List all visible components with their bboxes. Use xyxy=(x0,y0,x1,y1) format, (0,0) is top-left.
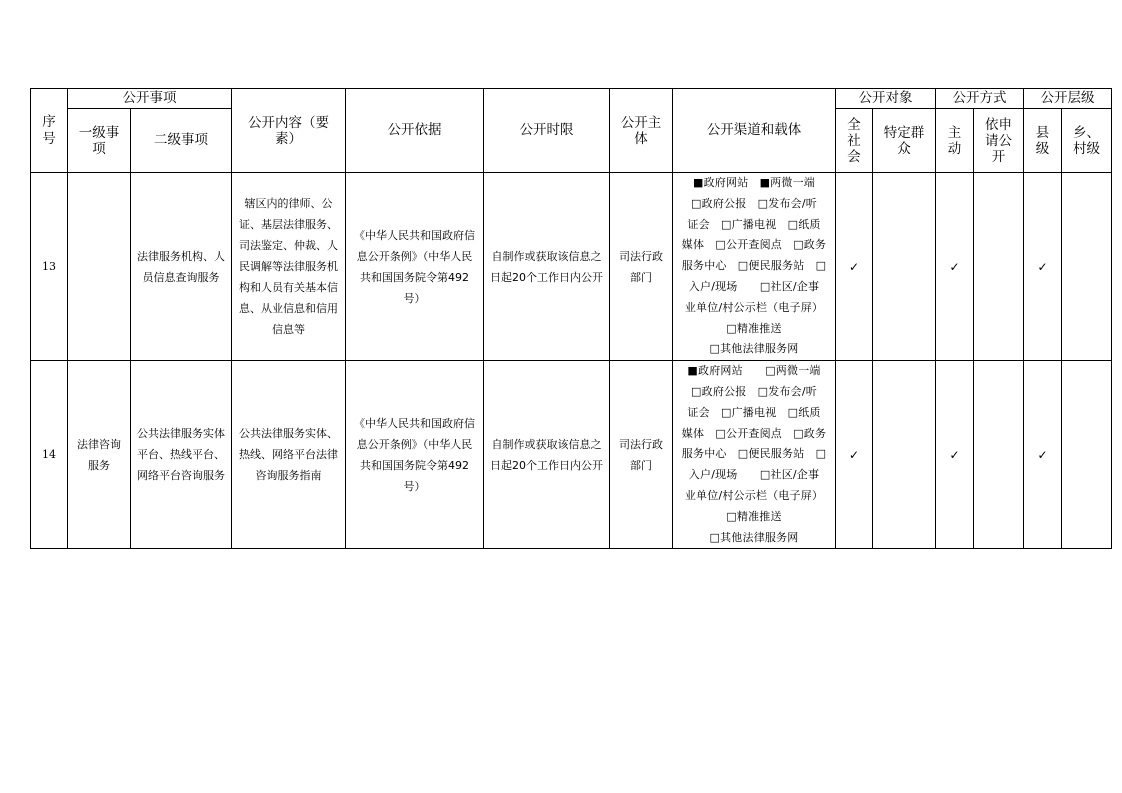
channel-line: 业单位/村公示栏（电子屏） xyxy=(684,488,824,502)
check-level-village xyxy=(1062,361,1112,549)
channel-line: □精准推送 xyxy=(726,321,782,335)
row-timelimit-text: 自制作或获取该信息之日起20个工作日内公开 xyxy=(490,249,603,284)
header-level-village-label: 乡、村级 xyxy=(1073,124,1100,157)
channel-line: □政府公报 □发布会/听 xyxy=(691,384,817,398)
row-content xyxy=(232,361,346,549)
row-basis-text: 《中华人民共和国政府信息公开条例》（中华人民共和国国务院令第492号） xyxy=(354,228,475,305)
check-level-county: ✓ xyxy=(1024,173,1062,361)
header-timelimit: 公开时限 xyxy=(484,89,610,173)
check-method-request xyxy=(974,173,1024,361)
header-subject-label: 公开主体 xyxy=(620,114,662,147)
channel-line: 服务中心 □便民服务站 □ xyxy=(681,259,827,273)
header-method-request xyxy=(974,109,1024,173)
row-timelimit-text: 自制作或获取该信息之日起20个工作日内公开 xyxy=(490,437,603,472)
row-subject-text: 司法行政部门 xyxy=(619,249,663,284)
row-timelimit xyxy=(484,173,610,361)
row-level2 xyxy=(131,173,232,361)
header-channels: 公开渠道和载体 xyxy=(673,89,836,173)
channel-line: 入户/现场 □社区/企事 xyxy=(688,468,820,482)
header-level1 xyxy=(68,109,131,173)
channel-line: 服务中心 □便民服务站 □ xyxy=(681,447,827,461)
header-audience-group: 公开对象 xyxy=(836,89,936,109)
row-subject xyxy=(610,173,673,361)
check-level-county: ✓ xyxy=(1024,361,1062,549)
row-level2-text: 法律服务机构、人员信息查询服务 xyxy=(137,249,225,284)
header-audience-specific-label: 特定群众 xyxy=(883,124,925,157)
header-audience-all-label: 全社会 xyxy=(847,116,861,165)
header-seq xyxy=(31,89,68,173)
check-audience-specific xyxy=(873,361,936,549)
header-level-county-label: 县级 xyxy=(1035,124,1050,157)
row-content-text: 辖区内的律师、公证、基层法律服务、司法鉴定、仲裁、人民调解等法律服务机构和人员有关基本信息、从业信息和信用信息等 xyxy=(239,197,338,337)
check-method-request xyxy=(974,361,1024,549)
check-audience-all: ✓ xyxy=(836,173,873,361)
channel-line: 媒体 □公开查阅点 □政务 xyxy=(681,426,827,440)
table-row xyxy=(31,361,1112,549)
row-level1 xyxy=(68,173,131,361)
channel-line: ■政府网站 ■两微一端 xyxy=(693,176,815,189)
check-level-village xyxy=(1062,173,1112,361)
header-seq-label: 序号 xyxy=(42,113,56,147)
table-row xyxy=(31,173,1112,361)
row-level2 xyxy=(131,361,232,549)
check-audience-specific xyxy=(873,173,936,361)
header-audience-all xyxy=(836,109,873,173)
header-audience-specific xyxy=(873,109,936,173)
header-level1-label: 一级事项 xyxy=(78,124,120,157)
header-method-active-label: 主动 xyxy=(947,124,962,157)
row-basis xyxy=(346,361,484,549)
header-level-village xyxy=(1062,109,1112,173)
channel-line: □精准推送 xyxy=(726,509,782,523)
channel-line: 证会 □广播电视 □纸质 xyxy=(687,405,821,419)
row-level1-text: 法律咨询服务 xyxy=(77,437,121,472)
row-content xyxy=(232,173,346,361)
row-timelimit xyxy=(484,361,610,549)
disclosure-table xyxy=(30,88,1112,549)
header-method-active xyxy=(936,109,974,173)
channel-line: □其他法律服务网 xyxy=(709,342,799,356)
header-subject xyxy=(610,89,673,173)
header-content xyxy=(232,89,346,173)
row-level1 xyxy=(68,361,131,549)
row-content-text: 公共法律服务实体、热线、网络平台法律咨询服务指南 xyxy=(239,427,338,483)
row-channels xyxy=(673,173,836,361)
header-level-group: 公开层级 xyxy=(1024,89,1112,109)
header-method-group: 公开方式 xyxy=(936,89,1024,109)
channel-line: 业单位/村公示栏（电子屏） xyxy=(684,300,824,314)
row-seq: 14 xyxy=(31,361,68,549)
channel-line: 证会 □广播电视 □纸质 xyxy=(687,217,821,231)
row-seq: 13 xyxy=(31,173,68,361)
row-basis-text: 《中华人民共和国政府信息公开条例》（中华人民共和国国务院令第492号） xyxy=(354,416,475,493)
header-method-request-label: 依申请公开 xyxy=(985,116,1012,165)
channel-line: 媒体 □公开查阅点 □政务 xyxy=(681,238,827,252)
check-audience-all: ✓ xyxy=(836,361,873,549)
row-channels xyxy=(673,361,836,549)
channel-line: ■政府网站 □两微一端 xyxy=(687,364,821,378)
header-items-group: 公开事项 xyxy=(68,89,232,109)
header-basis: 公开依据 xyxy=(346,89,484,173)
channel-line: □其他法律服务网 xyxy=(709,530,799,544)
row-basis xyxy=(346,173,484,361)
row-level2-text: 公共法律服务实体平台、热线平台、网络平台咨询服务 xyxy=(137,427,225,483)
channel-line: □政府公报 □发布会/听 xyxy=(691,196,817,210)
row-subject-text: 司法行政部门 xyxy=(619,437,663,472)
header-level2: 二级事项 xyxy=(131,109,232,173)
header-content-label: 公开内容（要素） xyxy=(248,114,329,147)
header-level-county xyxy=(1024,109,1062,173)
check-method-active: ✓ xyxy=(936,361,974,549)
channel-line: 入户/现场 □社区/企事 xyxy=(688,279,820,293)
row-subject xyxy=(610,361,673,549)
check-method-active: ✓ xyxy=(936,173,974,361)
